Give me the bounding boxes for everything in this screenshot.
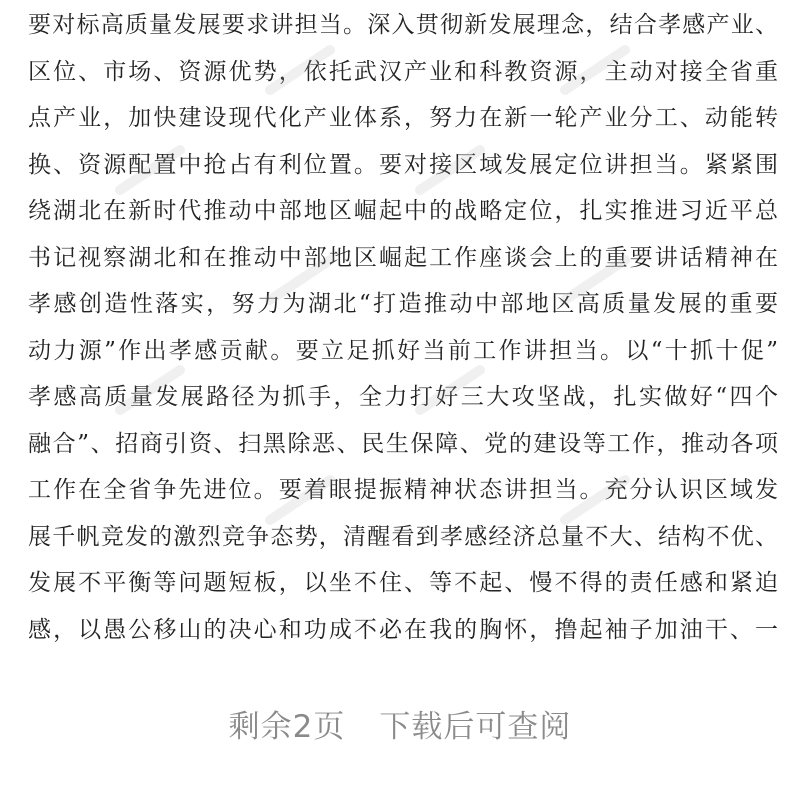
text-line: 发展不平衡等问题短板，以坐不住、等不起、慢不得的责任感和紧迫 xyxy=(28,570,778,596)
text-line: 展千帆竞发的激烈竞争态势，清醒看到孝感经济总量不大、结构不优、 xyxy=(28,524,778,550)
text-line: 孝感高质量发展路径为抓手，全力打好三大攻坚战，扎实做好“四个 xyxy=(28,384,778,410)
download-prompt-bar[interactable] xyxy=(0,695,800,751)
download-to-view-link[interactable]: 下载后可查阅 xyxy=(379,708,572,745)
text-line: 要对标高质量发展要求讲担当。深入贯彻新发展理念，结合孝感产业、 xyxy=(28,12,778,38)
text-line: 感，以愚公移山的决心和功成不必在我的胸怀，撸起袖子加油干、一 xyxy=(28,617,778,643)
text-line: 区位、市场、资源优势，依托武汉产业和科教资源，主动对接全省重 xyxy=(28,59,778,85)
text-line: 融合”、招商引资、扫黑除恶、民生保障、党的建设等工作，推动各项 xyxy=(28,431,778,457)
remaining-pages-label: 剩余2页 xyxy=(228,708,346,745)
text-line: 书记视察湖北和在推动中部地区崛起工作座谈会上的重要讲话精神在 xyxy=(28,245,778,271)
text-line: 点产业，加快建设现代化产业体系，努力在新一轮产业分工、动能转 xyxy=(28,105,778,131)
text-line: 孝感创造性落实，努力为湖北“打造推动中部地区高质量发展的重要 xyxy=(28,291,778,317)
text-line: 工作在全省争先进位。要着眼提振精神状态讲担当。充分认识区域发 xyxy=(28,477,778,503)
text-line: 动力源”作出孝感贡献。要立足抓好当前工作讲担当。以“十抓十促” xyxy=(28,338,778,364)
text-line: 绕湖北在新时代推动中部地区崛起中的战略定位，扎实推进习近平总 xyxy=(28,198,778,224)
text-line: 换、资源配置中抢占有利位置。要对接区域发展定位讲担当。紧紧围 xyxy=(28,152,778,178)
